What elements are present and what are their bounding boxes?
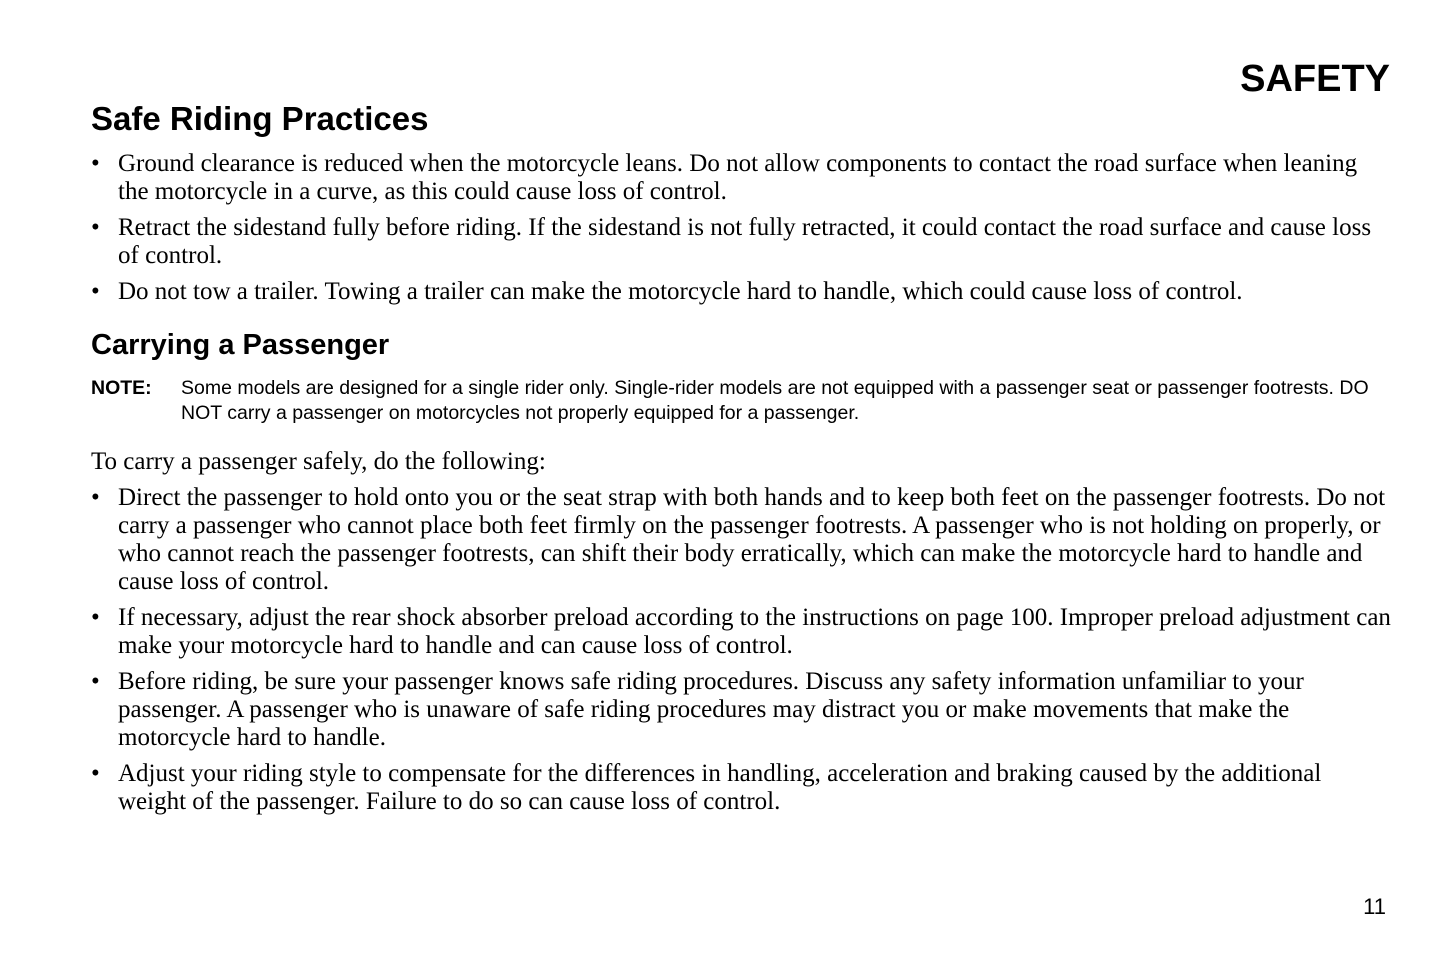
- note-label: NOTE:: [91, 377, 152, 399]
- page-content: [91, 96, 1393, 816]
- list-item-text: Retract the sidestand fully before riding. If the sidestand is not fully retracted, it could contact the road surface and cause loss of control.: [118, 214, 1372, 269]
- list-item: [91, 484, 1393, 596]
- bullet-icon: •: [91, 668, 100, 695]
- list-item-text: Ground clearance is reduced when the motorcycle leans. Do not allow components to contact the road surface when leaning the motorcycle in a curve, as this could cause loss of control.: [118, 150, 1358, 205]
- heading-carrying-a-passenger: Carrying a Passenger: [91, 329, 390, 361]
- bullet-icon: •: [91, 760, 100, 787]
- bullet-icon: •: [91, 150, 100, 177]
- bullet-icon: •: [91, 484, 100, 511]
- list-item: [91, 668, 1393, 752]
- bullet-icon: •: [91, 214, 100, 241]
- list-item: [91, 278, 1393, 306]
- safe-riding-list: [91, 150, 1393, 306]
- list-item: [91, 214, 1393, 270]
- note-block: [91, 376, 1393, 426]
- passenger-list: [91, 484, 1393, 816]
- section-header: SAFETY: [1240, 58, 1390, 100]
- list-item-text: Do not tow a trailer. Towing a trailer can make the motorcycle hard to handle, which could cause loss of control.: [118, 278, 1243, 305]
- page-number: 11: [1363, 894, 1386, 919]
- list-item: [91, 150, 1393, 206]
- bullet-icon: •: [91, 278, 100, 305]
- passenger-intro: To carry a passenger safely, do the following:: [91, 448, 546, 475]
- list-item-text: Direct the passenger to hold onto you or the seat strap with both hands and to keep both feet on the passenger footrests. Do not carry a passenger who cannot place both feet firmly on the passenger footrests. A passenger who is not holding on properly, or who cannot reach the passenger footrests, can shift their body erratically, which can make the motorcycle hard to handle and cause loss of control.: [118, 484, 1386, 595]
- list-item: [91, 604, 1393, 660]
- list-item-text: Before riding, be sure your passenger knows safe riding procedures. Discuss any safety information unfamiliar to your passenger. A passenger who is unaware of safe riding procedures may distract you or make movements that make the motorcycle hard to handle.: [118, 668, 1304, 751]
- list-item-text: Adjust your riding style to compensate for the differences in handling, acceleration and braking caused by the additional weight of the passenger. Failure to do so can cause loss of control.: [118, 760, 1322, 815]
- bullet-icon: •: [91, 604, 100, 631]
- list-item: [91, 760, 1393, 816]
- note-text: Some models are designed for a single rider only. Single-rider models are not equipped with a passenger seat or passenger footrests. DO NOT carry a passenger on motorcycles not properly equipped for a passenger.: [181, 377, 1369, 424]
- list-item-text: If necessary, adjust the rear shock absorber preload according to the instructions on page 100. Improper preload adjustment can make your motorcycle hard to handle and can cause loss of control.: [118, 604, 1391, 659]
- heading-safe-riding-practices: Safe Riding Practices: [91, 100, 429, 137]
